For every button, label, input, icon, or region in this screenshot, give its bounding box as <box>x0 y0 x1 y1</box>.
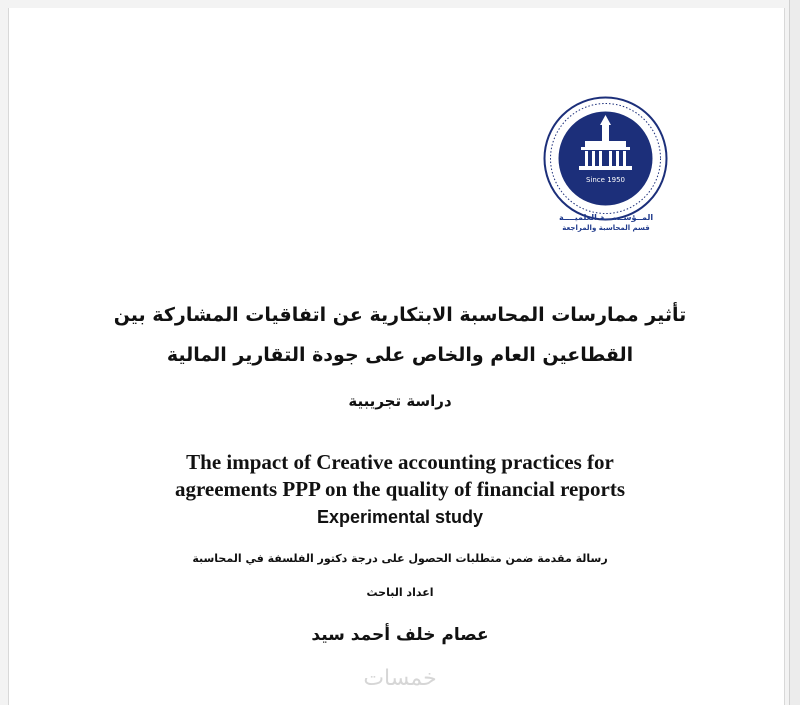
author-name: عصام خلف أحمد سيد <box>311 625 489 645</box>
arabic-title-line1: تأثير ممارسات المحاسبة الابتكارية عن اتفاقيات المشاركة بين <box>113 304 687 326</box>
logo-caption-line2: قسم المحاسبة والمراجعة <box>562 224 650 232</box>
logo-caption-line1: المــؤسـســـة العلميــــة <box>558 213 654 222</box>
logo-since-text: Since 1950 <box>585 176 626 184</box>
watermark: خمسات <box>363 666 437 691</box>
english-title-line1: The impact of Creative accounting practices for <box>186 450 614 474</box>
arabic-title-line2: القطاعين العام والخاص على جودة التقارير المالية <box>166 344 634 366</box>
prepared-by-label: اعداد الباحث <box>366 586 434 599</box>
english-subtitle: Experimental study <box>316 507 484 527</box>
thesis-note: رسالة مقدمة ضمن متطلبات الحصول على درجة دكتور الفلسفة في المحاسبة <box>192 552 608 565</box>
university-logo <box>543 96 668 221</box>
logo-caption <box>541 212 671 234</box>
english-title-line2: agreements PPP on the quality of financial reports <box>174 477 626 501</box>
arabic-subtitle: دراسة تجريبية <box>348 392 452 410</box>
